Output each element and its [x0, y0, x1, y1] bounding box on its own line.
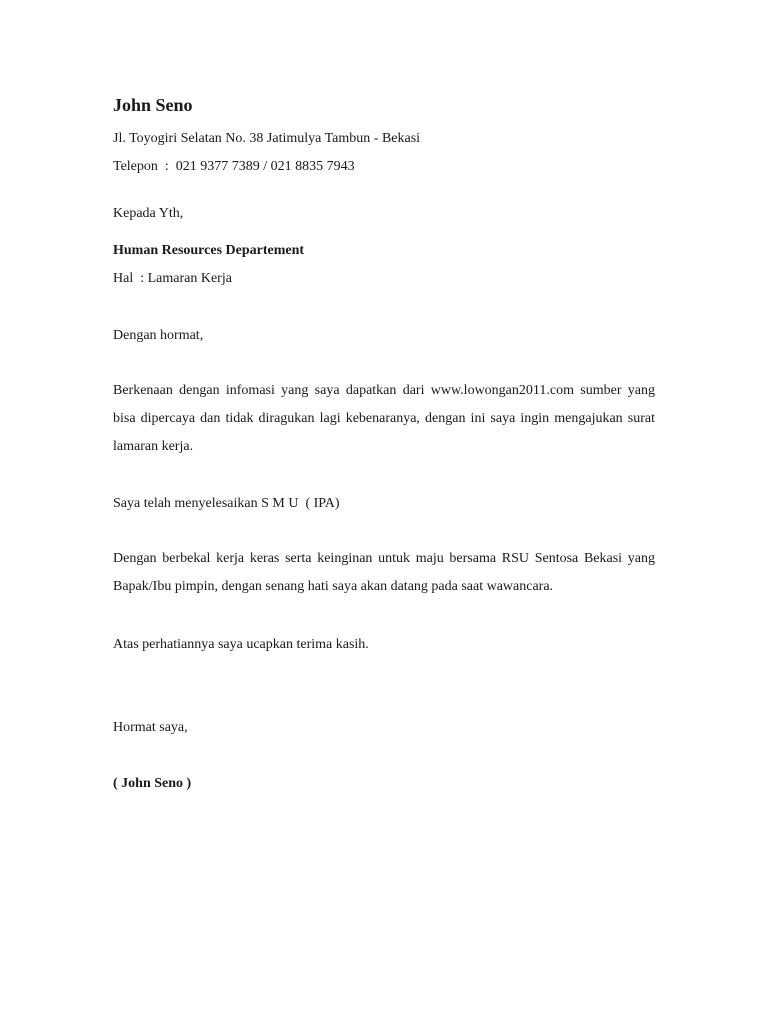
paragraph-source: Berkenaan dengan infomasi yang saya dapatkan dari www.lowongan2011.com sumber yang bisa dipercaya dan tidak diragukan lagi kebenaranya, dengan ini saya ingin mengajukan surat lamaran kerja.: [113, 383, 655, 454]
recipient-greeting: Kepada Yth,: [113, 206, 184, 221]
sender-address: Jl. Toyogiri Selatan No. 38 Jatimulya Tambun - Bekasi: [113, 131, 421, 146]
salutation: Dengan hormat,: [113, 328, 204, 343]
sender-name: John Seno: [113, 95, 193, 115]
paragraph-motivation: Dengan berbekal kerja keras serta keinginan untuk maju bersama RSU Sentosa Bekasi yang Bapak/Ibu pimpin, dengan senang hati saya akan datang pada saat wawancara.: [113, 551, 655, 594]
recipient-department: Human Resources Departement: [113, 243, 305, 258]
paragraph-education: Saya telah menyelesaikan S M U ( IPA): [113, 496, 340, 511]
signature-name: ( John Seno ): [113, 776, 192, 791]
letter-subject: Hal : Lamaran Kerja: [113, 271, 232, 286]
closing-regards: Hormat saya,: [113, 720, 188, 735]
sender-phone: Telepon : 021 9377 7389 / 021 8835 7943: [113, 159, 355, 174]
paragraph-thanks: Atas perhatiannya saya ucapkan terima kasih.: [113, 637, 369, 652]
